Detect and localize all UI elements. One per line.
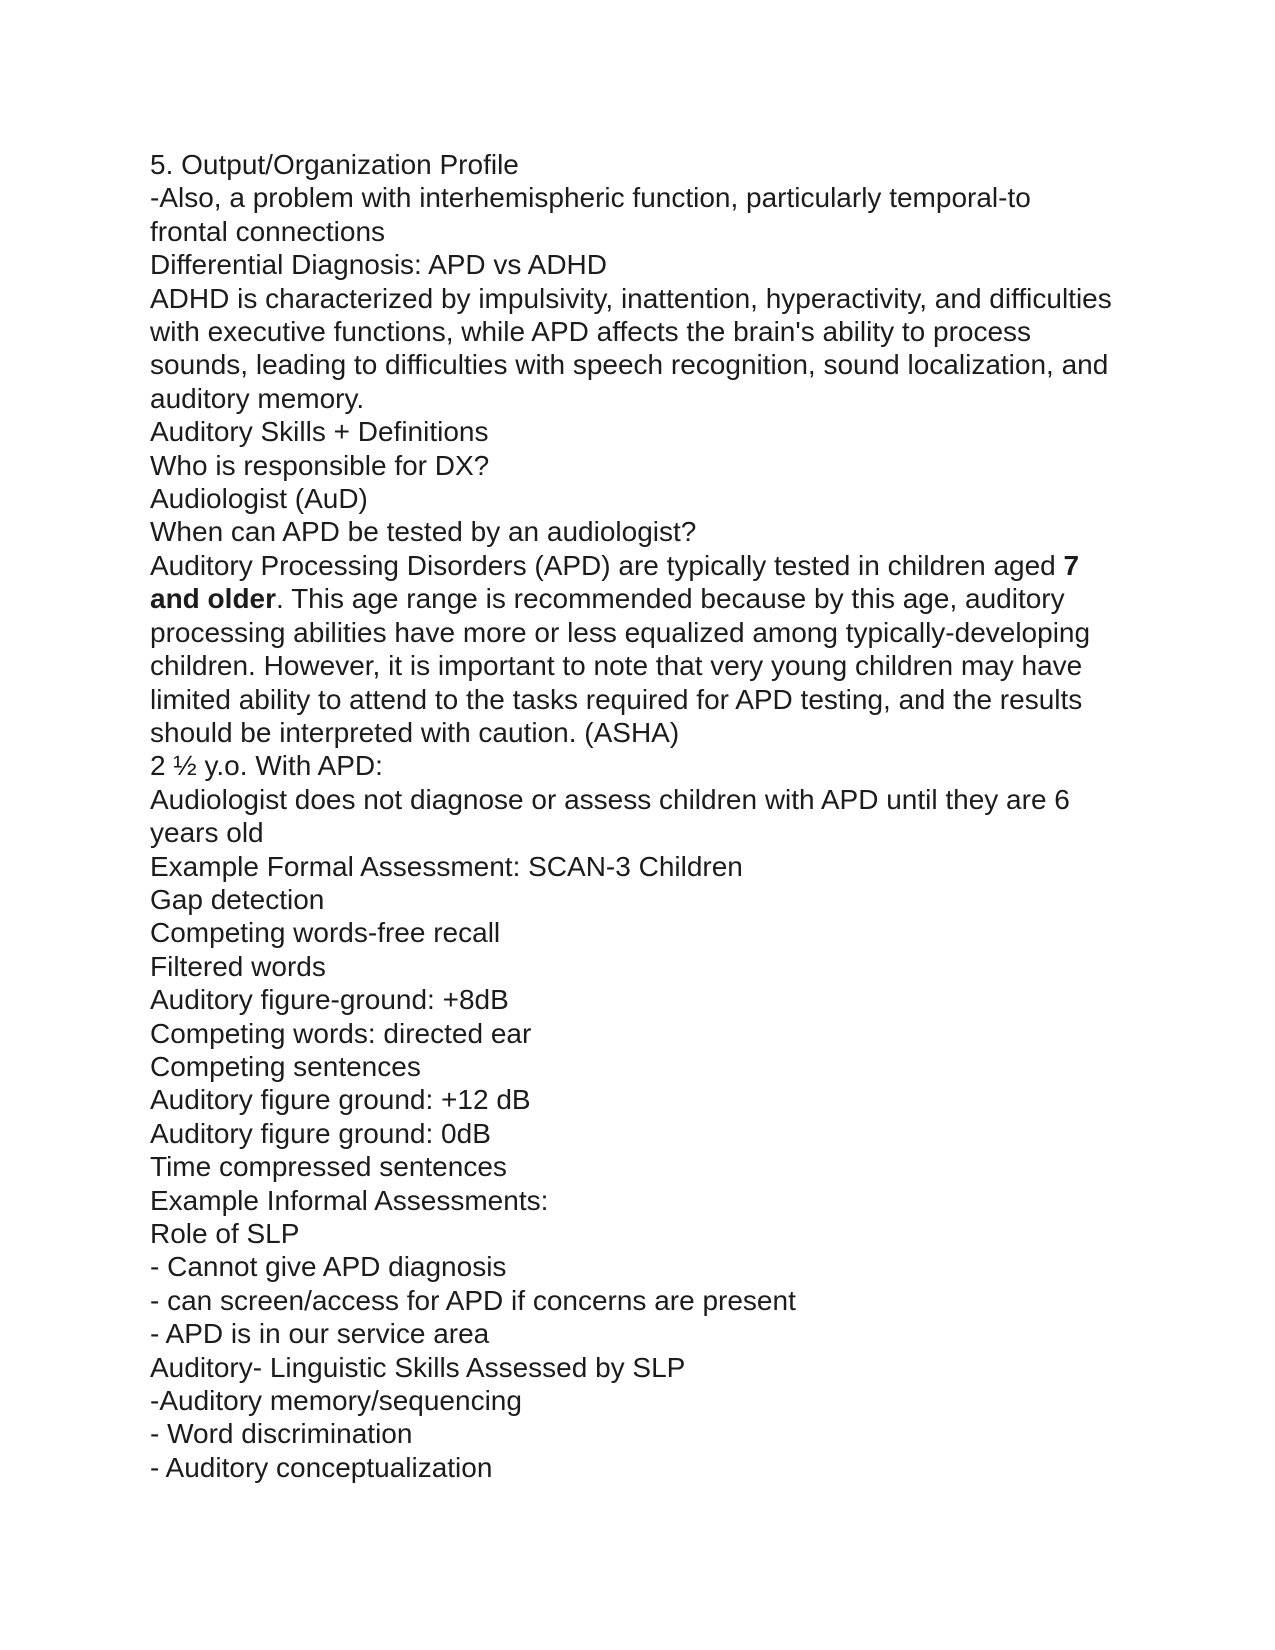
list-item: - Word discrimination xyxy=(150,1418,413,1450)
list-item: Time compressed sentences xyxy=(150,1151,507,1183)
section-heading-output-organization: 5. Output/Organization Profile xyxy=(150,149,519,180)
list-item: - can screen/access for APD if concerns are present xyxy=(150,1284,796,1316)
text-line: Audiologist does not diagnose or assess children with APD until they are 6 years old xyxy=(150,783,1078,849)
list-item: Filtered words xyxy=(150,950,326,982)
list-item: Competing sentences xyxy=(150,1050,421,1082)
document-body xyxy=(150,148,1120,1484)
list-item: - Auditory conceptualization xyxy=(150,1451,493,1483)
text-line: -Also, a problem with interhemispheric function, particularly temporal-to frontal connections xyxy=(150,182,1039,247)
section-heading-auditory-skills: Auditory Skills + Definitions xyxy=(150,416,489,448)
list-item: Auditory figure ground: +12 dB xyxy=(150,1084,531,1116)
list-item: Auditory figure ground: 0dB xyxy=(150,1117,491,1149)
question-line: When can APD be tested by an audiologist? xyxy=(150,516,697,548)
text-span: Auditory Processing Disorders (APD) are typically tested in children aged xyxy=(150,549,1064,581)
apd-testing-paragraph xyxy=(150,549,1115,749)
list-item: - APD is in our service area xyxy=(150,1318,490,1350)
text-line: 2 ½ y.o. With APD: xyxy=(150,750,383,782)
bold-text-span: 7 and older xyxy=(150,549,1087,615)
section-heading-formal-assessment: Example Formal Assessment: SCAN-3 Children xyxy=(150,850,743,882)
section-heading-linguistic-skills: Auditory- Linguistic Skills Assessed by SLP xyxy=(150,1351,686,1383)
list-item: Gap detection xyxy=(150,883,325,915)
section-heading-informal-assessments: Example Informal Assessments: xyxy=(150,1184,549,1216)
question-line: Who is responsible for DX? xyxy=(150,449,490,481)
section-heading-role-of-slp: Role of SLP xyxy=(150,1218,300,1249)
list-item: Auditory figure-ground: +8dB xyxy=(150,984,509,1016)
text-span: . This age range is recommended because by this age, auditory processing abilities have more or less equalized among typically-developing children. However, it is important to note that very young children may have limited ability to attend to the tasks required for APD testing, and the results should be interpreted with caution. (ASHA) xyxy=(150,583,1098,748)
list-item: -Auditory memory/sequencing xyxy=(150,1385,522,1417)
list-item: Competing words-free recall xyxy=(150,917,501,949)
list-item: - Cannot give APD diagnosis xyxy=(150,1251,507,1283)
text-paragraph: ADHD is characterized by impulsivity, inattention, hyperactivity, and difficulties with executive functions, while APD affects the brain's ability to process sounds, leading to difficulties with speech recognition, sound localization, and auditory memory. xyxy=(150,282,1120,414)
answer-line: Audiologist (AuD) xyxy=(150,483,368,515)
list-item: Competing words: directed ear xyxy=(150,1017,532,1049)
section-heading-differential-diagnosis: Differential Diagnosis: APD vs ADHD xyxy=(150,249,607,281)
